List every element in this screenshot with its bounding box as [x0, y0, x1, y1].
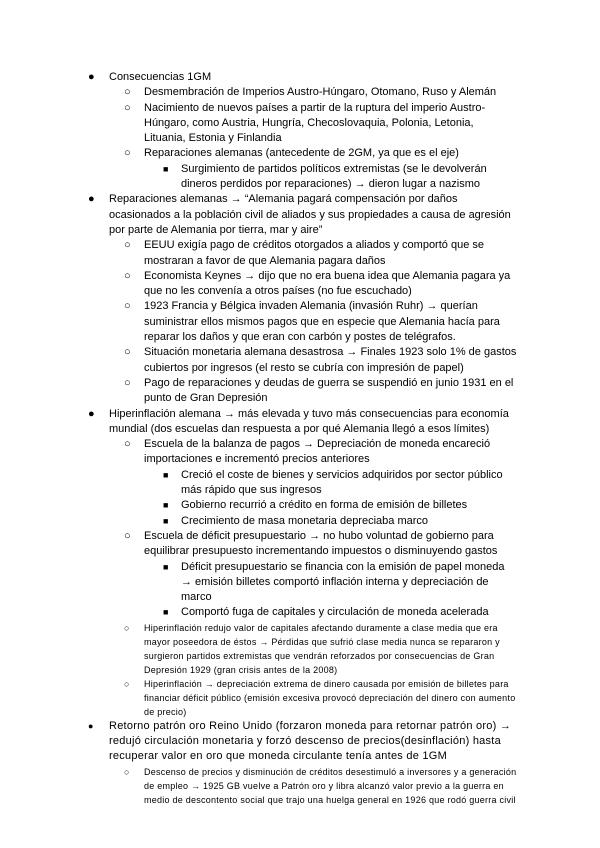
sub-list — [0, 765, 516, 807]
list-item-text: Hiperinflación redujo valor de capitales afectando duramente a clase media que era mayor poseedora de éstos → Pérdidas que sufrió clase media nunca se repararon y surgieron partidos extremistas que vendrán reforzados por consecuencias de Gran Depresión 1929 (gran crisis antes de la 2008) — [144, 622, 500, 675]
list-item — [0, 345, 517, 376]
bullet-circle-icon: ○ — [124, 239, 131, 252]
list-item — [0, 529, 517, 621]
bullet-circle-icon: ○ — [124, 376, 131, 389]
bullet-circle-icon: ○ — [124, 678, 130, 689]
bullet-dot-icon: ● — [88, 720, 94, 731]
list-item-text: Economista Keynes → dijo que no era buena idea que Alemania pagara ya que no les convenía a otros países (no fue escuchado) — [144, 269, 511, 298]
list-item — [0, 719, 516, 807]
bullet-circle-icon: ○ — [124, 438, 131, 451]
list-item-text: Gobierno recurrió a crédito en forma de emisión de billetes — [181, 499, 468, 512]
list-item-text: Descenso de precios y disminución de créditos desestimuló a inversores y a generación de empleo → 1925 GB vuelve a Patrón oro y libra alcanzó valor previo a la guerra en medio de descontento social que trajo una huelga general en 1926 que rodó guerra civil — [144, 766, 517, 805]
bullet-circle-icon: ○ — [124, 147, 131, 160]
list-item-text: Escuela de déficit presupuestario → no hubo voluntad de gobierno para equilibrar presupuesto incrementando impuestos o disminuyendo gastos — [144, 529, 498, 558]
bullet-circle-icon: ○ — [124, 346, 131, 359]
bullet-square-icon: ■ — [163, 163, 169, 174]
list-item-text: Déficit presupuestario se financia con la emisión de papel moneda → emisión billetes comportó inflación interna y depreciación de marco — [181, 560, 505, 604]
list-item — [0, 605, 517, 620]
list-item — [0, 468, 517, 499]
list-item — [0, 514, 517, 529]
sub-list — [0, 437, 516, 719]
bullet-list — [0, 70, 600, 807]
bullet-circle-icon: ○ — [124, 622, 130, 633]
bullet-dot-icon: ● — [88, 193, 95, 206]
list-item — [0, 299, 517, 345]
list-item-text: 1923 Francia y Bélgica invaden Alemania (invasión Ruhr) → querían suministrar ellos mismos pagos que en especie que Alemania hacía para reparar los daños y que eran con carbón y postes de telégrafos. — [144, 300, 500, 344]
list-item-text: Surgimiento de partidos políticos extremistas (se le devolverán dineros perdidos por reparaciones) → dieron lugar a nazismo — [181, 162, 487, 191]
bullet-circle-icon: ○ — [124, 766, 130, 777]
list-item — [0, 85, 517, 100]
list-item-text: Retorno patrón oro Reino Unido (forzaron moneda para retornar patrón oro) → redujó circulación monetaria y forzó descenso de precios(desinflación) hasta recuperar valor en oro que moneda circulante tenía antes de 1GM — [109, 719, 512, 763]
sub-list — [0, 85, 516, 192]
bullet-circle-icon: ○ — [124, 300, 131, 313]
bullet-square-icon: ■ — [163, 561, 169, 572]
list-item — [0, 162, 517, 193]
list-item-text: Comportó fuga de capitales y circulación de moneda acelerada — [181, 606, 489, 619]
list-item-text: Desmembración de Imperios Austro-Húngaro, Otomano, Ruso y Alemán — [144, 86, 497, 99]
sub-sub-list — [0, 162, 517, 193]
list-item — [0, 407, 516, 719]
bullet-dot-icon: ● — [88, 71, 95, 83]
notes-body — [0, 70, 600, 807]
bullet-square-icon: ■ — [163, 469, 169, 480]
bullet-dot-icon: ● — [88, 407, 95, 420]
list-item-text: Consecuencias 1GM — [109, 71, 212, 83]
list-item — [0, 101, 517, 147]
list-item — [0, 146, 517, 192]
list-item — [0, 437, 517, 529]
list-item — [0, 498, 517, 513]
bullet-circle-icon: ○ — [124, 86, 131, 99]
list-item-text: Hiperinflación → depreciación extrema de dinero causada por emisión de billetes para financiar déficit público (emisión excesiva provocó depreciación del dinero con aumento de precio) — [144, 678, 516, 717]
list-item-text: Escuela de la balanza de pagos → Depreciación de moneda encareció importaciones e incrementó precios anteriores — [144, 438, 491, 466]
bullet-square-icon: ■ — [163, 500, 169, 511]
list-item — [0, 677, 517, 719]
list-item — [0, 621, 517, 677]
bullet-circle-icon: ○ — [124, 269, 131, 282]
list-item — [0, 765, 517, 807]
list-item-text: Pago de reparaciones y deudas de guerra se suspendió en junio 1931 en el punto de Gran Depresión — [144, 376, 514, 405]
sub-sub-list — [0, 560, 517, 621]
list-item — [0, 560, 517, 606]
list-item-text: Creció el coste de bienes y servicios adquiridos por sector público más rápido que sus ingresos — [181, 468, 503, 497]
list-item-text: EEUU exigía pago de créditos otorgados a aliados y comportó que se mostraran a favor de que Alemania pagara daños — [144, 239, 484, 267]
list-item-text: Nacimiento de nuevos países a partir de la ruptura del imperio Austro-Húngaro, como Austria, Hungría, Checoslovaquia, Polonia, Letonia, Lituania, Estonia y Finlandia — [144, 101, 486, 145]
list-item — [0, 269, 517, 300]
list-item-text: Reparaciones alemanas (antecedente de 2GM, ya que es el eje) — [144, 147, 459, 160]
list-item-text: Situación monetaria alemana desastrosa → Finales 1923 solo 1% de gastos cubiertos por ingresos (el resto se cubría con impresión de papel) — [144, 346, 517, 374]
bullet-square-icon: ■ — [163, 515, 169, 526]
list-item-text: Crecimiento de masa monetaria depreciaba marco — [181, 514, 429, 527]
list-item — [0, 238, 517, 269]
list-item — [0, 192, 516, 406]
bullet-circle-icon: ○ — [124, 529, 131, 542]
sub-list — [0, 238, 516, 406]
list-item — [0, 376, 517, 407]
list-item — [0, 70, 516, 192]
list-item-text: Hiperinflación alemana → más elevada y tuvo más consecuencias para economía mundial (dos escuelas dan respuesta a por qué Alemania llegó a esos límites) — [109, 407, 509, 435]
bullet-square-icon: ■ — [163, 607, 169, 618]
sub-sub-list — [0, 468, 517, 529]
list-item-text: Reparaciones alemanas → “Alemania pagará compensación por daños ocasionados a la población civil de aliados y sus propiedades a causa de agresión por parte de Alemania por tierra, mar y aire” — [109, 193, 511, 236]
bullet-circle-icon: ○ — [124, 101, 131, 114]
